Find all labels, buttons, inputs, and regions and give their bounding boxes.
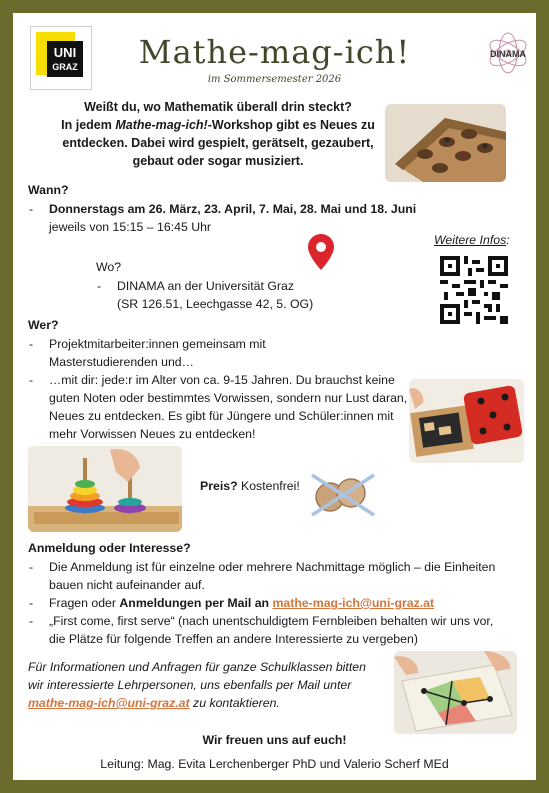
schulklassen-text: Für Informationen und Anfragen für ganze Schulklassen bitten wir interessierte Lehrpersonen, uns ebenfalls per Mail unter mathe-mag-ich@uni-graz.at zu kontaktieren.: [28, 660, 366, 710]
list-item: - Projektmitarbeiter:innen gemeinsam mit Masterstudierenden und…: [28, 335, 410, 371]
location-pin-icon: [308, 234, 334, 270]
stacking-rings-photo: [28, 446, 182, 532]
anmeldung-list: [28, 558, 510, 648]
map-game-photo: [394, 651, 517, 734]
flyer-page: [13, 13, 536, 780]
email-link[interactable]: mathe-mag-ich@uni-graz.at: [272, 596, 435, 610]
list-item: - Die Anmeldung ist für einzelne oder mehrere Nachmittage möglich – die Einheiten bauen nicht aufeinander auf.: [28, 558, 510, 594]
list-item: - „First come, first serve“ (nach unentschuldigtem Fernbleiben behalten wir uns vor, die Plätze für folgende Treffen an andere Interessierte zu vergeben): [28, 612, 510, 648]
intro-text: Weißt du, wo Mathematik überall drin steckt? In jedem Mathe-mag-ich!-Workshop gibt es Neues zu entdecken. Dabei wird gespielt, gerätselt, gezaubert, gebaut oder sogar musiziert.: [61, 100, 375, 168]
uni-graz-logo: UNI GRAZ: [30, 26, 92, 90]
dice-puzzle-photo: [409, 379, 524, 463]
anmeldung-heading: Anmeldung oder Interesse?: [28, 541, 191, 555]
list-item: - Fragen oder Anmeldungen per Mail an mathe-mag-ich@uni-graz.at: [28, 594, 510, 612]
preis-text: Preis? Kostenfrei!: [200, 479, 300, 493]
wo-heading: Wo?: [96, 260, 122, 274]
page-subtitle: im Sommersemester 2026: [207, 74, 342, 85]
list-item: - …mit dir: jede:r im Alter von ca. 9-15 Jahren. Du brauchst keine guten Noten oder bestimmtes Vorwissen, sondern nur Lust daran, Neues zu entdecken. Es gibt für Jüngere und Schüler:innen mit mehr Vorwissen Neues zu entdecken!: [28, 371, 410, 443]
weitere-infos-label: Weitere Infos:: [434, 233, 510, 247]
board-game-photo: [385, 104, 506, 182]
list-item: - Donnerstags am 26. März, 23. April, 7. Mai, 28. Mai und 18. Juni jeweils von 15:15 – 16:45 Uhr: [28, 200, 438, 236]
wer-list: [28, 335, 410, 443]
wer-heading: Wer?: [28, 318, 59, 332]
leitung-text: Leitung: Mag. Evita Lerchenberger PhD und Valerio Scherf MEd: [100, 757, 449, 771]
wo-list: [96, 277, 376, 313]
qr-code[interactable]: [440, 256, 508, 324]
wann-heading: Wann?: [28, 183, 69, 197]
list-item: - DINAMA an der Universität Graz (SR 126.51, Leechgasse 42, 5. OG): [96, 277, 376, 313]
wann-list: [28, 200, 438, 236]
email-link-2[interactable]: mathe-mag-ich@uni-graz.at: [28, 696, 190, 710]
page-title: Mathe-mag-ich!: [138, 33, 411, 71]
dinama-logo: DINAMA: [483, 26, 533, 81]
closing-text: Wir freuen uns auf euch!: [202, 733, 347, 747]
crossed-coins-icon: [308, 471, 378, 517]
